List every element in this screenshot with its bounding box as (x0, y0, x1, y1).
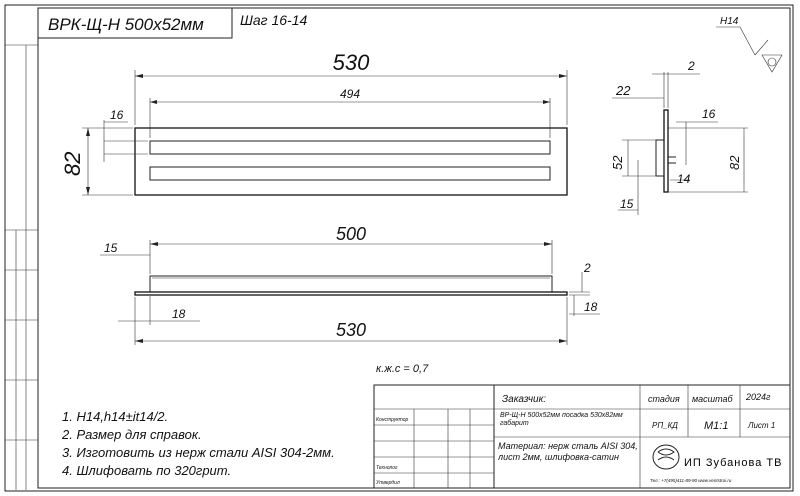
roughness-symbol (716, 16, 782, 72)
stamp-stage-label: стадия (648, 394, 680, 404)
stamp-scale: М1:1 (704, 420, 729, 432)
side-view (610, 59, 748, 215)
stamp-row-approve: Утвердил (376, 480, 400, 486)
dim-530-bottom: 530 (335, 320, 367, 340)
dim-82-side: 82 (727, 155, 742, 170)
stamp-description: ВР-Щ-Н 500х52мм посадка 530х82мм габарит (500, 412, 623, 427)
top-view (60, 50, 567, 195)
stamp-year: 2024г (746, 392, 771, 402)
note-3: 3. Изготовить из нерж стали AISI 304-2мм. (62, 445, 335, 460)
stamp-row-konstr: Конструктор (376, 417, 409, 423)
grille-frame (150, 276, 552, 292)
stamp-stage: РП_КД (652, 421, 678, 430)
dim-15-side: 15 (620, 197, 634, 211)
dim-494: 494 (339, 87, 361, 101)
dim-18-bottom: 18 (172, 307, 186, 321)
plate-outline (135, 128, 567, 195)
dim-16-side: 16 (702, 107, 716, 121)
drawing-title: ВРК-Щ-Н 500х52мм (48, 15, 204, 34)
grille-flange (135, 292, 567, 295)
stamp-scale-label: масштаб (692, 394, 733, 404)
dim-22: 22 (616, 83, 631, 98)
dim-18-right: 18 (584, 300, 598, 314)
roughness-label: H14 (720, 16, 739, 27)
kzhs-label: к.ж.с = 0,7 (376, 363, 429, 375)
note-1: 1. H14,h14±it14/2. (62, 409, 169, 424)
side-flange (664, 110, 668, 192)
company-logo (653, 445, 679, 469)
stamp-company: ИП Зубанова ТВ (684, 457, 783, 469)
slot-1 (150, 141, 550, 154)
stamp-row-tech: Технолог (376, 465, 398, 471)
note-4: 4. Шлифовать по 320грит. (62, 463, 232, 478)
stamp-material: Материал: нерж сталь AISI 304, лист 2мм, шлифовка-сатин (498, 441, 638, 462)
dim-500: 500 (335, 224, 367, 244)
dim-530-top: 530 (332, 50, 370, 75)
stamp-sheet: Лист 1 (748, 421, 776, 430)
dim-52: 52 (610, 155, 625, 170)
stamp-customer: Заказчик: (502, 394, 547, 405)
dim-82-top: 82 (60, 151, 85, 176)
dim-2-bottom: 2 (584, 261, 591, 275)
slot-2 (150, 167, 550, 180)
binding-strip (5, 45, 38, 490)
dim-14: 14 (677, 172, 691, 186)
dim-16-top: 16 (110, 108, 124, 122)
dim-15-bottom: 15 (104, 241, 118, 255)
step-label: Шаг 16-14 (240, 12, 308, 28)
dim-2-side: 2 (688, 59, 695, 73)
stamp-contacts: Тел.: +7(495)411-89-90 www.ventstroi.ru (650, 478, 732, 483)
title-block (374, 385, 790, 488)
side-body (656, 140, 664, 176)
bottom-view (100, 224, 600, 345)
note-2: 2. Размер для справок. (62, 427, 202, 442)
